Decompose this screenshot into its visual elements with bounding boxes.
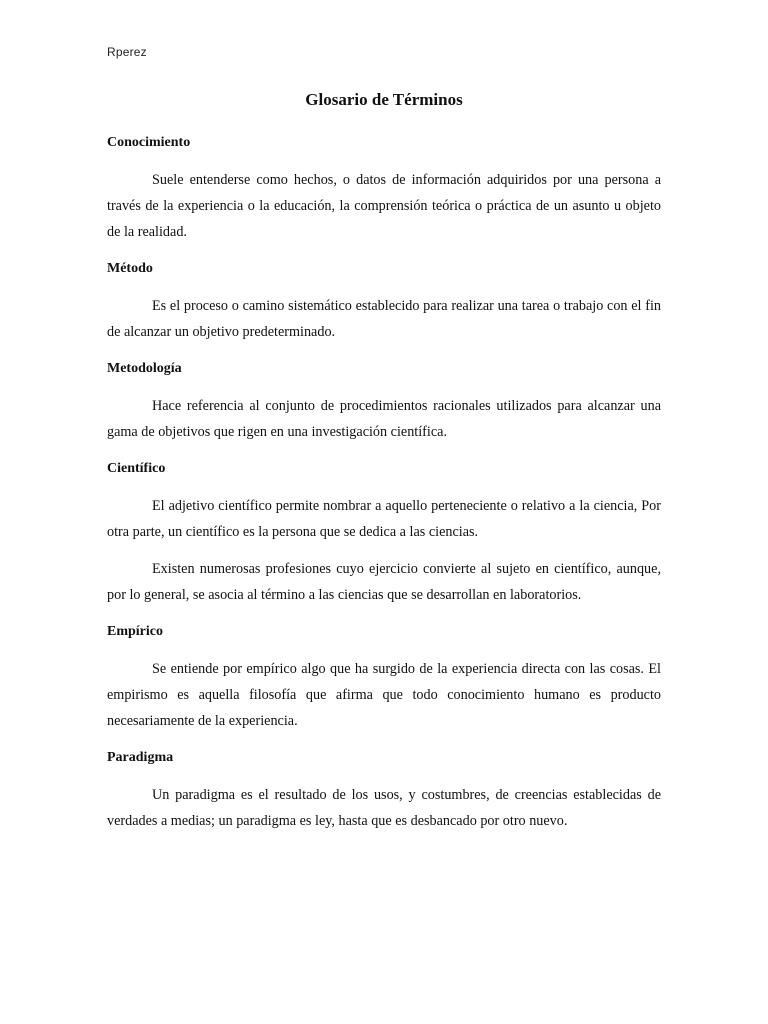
glossary-definition: Se entiende por empírico algo que ha surgido de la experiencia directa con las cosas. El empirismo es aquella filosofía que afirma que todo conocimiento humano es producto necesariamente de la experiencia.: [107, 661, 661, 729]
glossary-definition: Suele entenderse como hechos, o datos de información adquiridos por una persona a través de la experiencia o la educación, la comprensión teórica o práctica de un asunto u objeto de la realidad.: [107, 172, 661, 240]
glossary-term: Empírico: [107, 624, 163, 639]
glossary-definition: Existen numerosas profesiones cuyo ejercicio convierte al sujeto en científico, aunque, por lo general, se asocia al término a las ciencias que se desarrollan en laboratorios.: [107, 561, 661, 603]
glossary-definition: Hace referencia al conjunto de procedimientos racionales utilizados para alcanzar una gama de objetivos que rigen en una investigación científica.: [107, 398, 661, 440]
glossary-term: Conocimiento: [107, 135, 191, 150]
page-title: Glosario de Términos: [305, 90, 463, 109]
glossary-entry: [107, 356, 661, 445]
glossary-term: Método: [107, 261, 153, 276]
glossary-content: [107, 130, 661, 845]
glossary-term: Científico: [107, 461, 166, 476]
glossary-entry: [107, 456, 661, 608]
glossary-term: Paradigma: [107, 750, 174, 765]
glossary-entry: [107, 256, 661, 345]
page-header-author: Rperez: [107, 45, 147, 59]
glossary-entry: [107, 130, 661, 245]
glossary-definition: El adjetivo científico permite nombrar a aquello perteneciente o relativo a la ciencia, Por otra parte, un científico es la persona que se dedica a las ciencias.: [107, 498, 661, 540]
glossary-definition: Es el proceso o camino sistemático establecido para realizar una tarea o trabajo con el fin de alcanzar un objetivo predeterminado.: [107, 298, 661, 340]
glossary-entry: [107, 745, 661, 834]
glossary-term: Metodología: [107, 361, 182, 376]
glossary-entry: [107, 619, 661, 734]
glossary-definition: Un paradigma es el resultado de los usos, y costumbres, de creencias establecidas de verdades a medias; un paradigma es ley, hasta que es desbancado por otro nuevo.: [107, 787, 661, 829]
